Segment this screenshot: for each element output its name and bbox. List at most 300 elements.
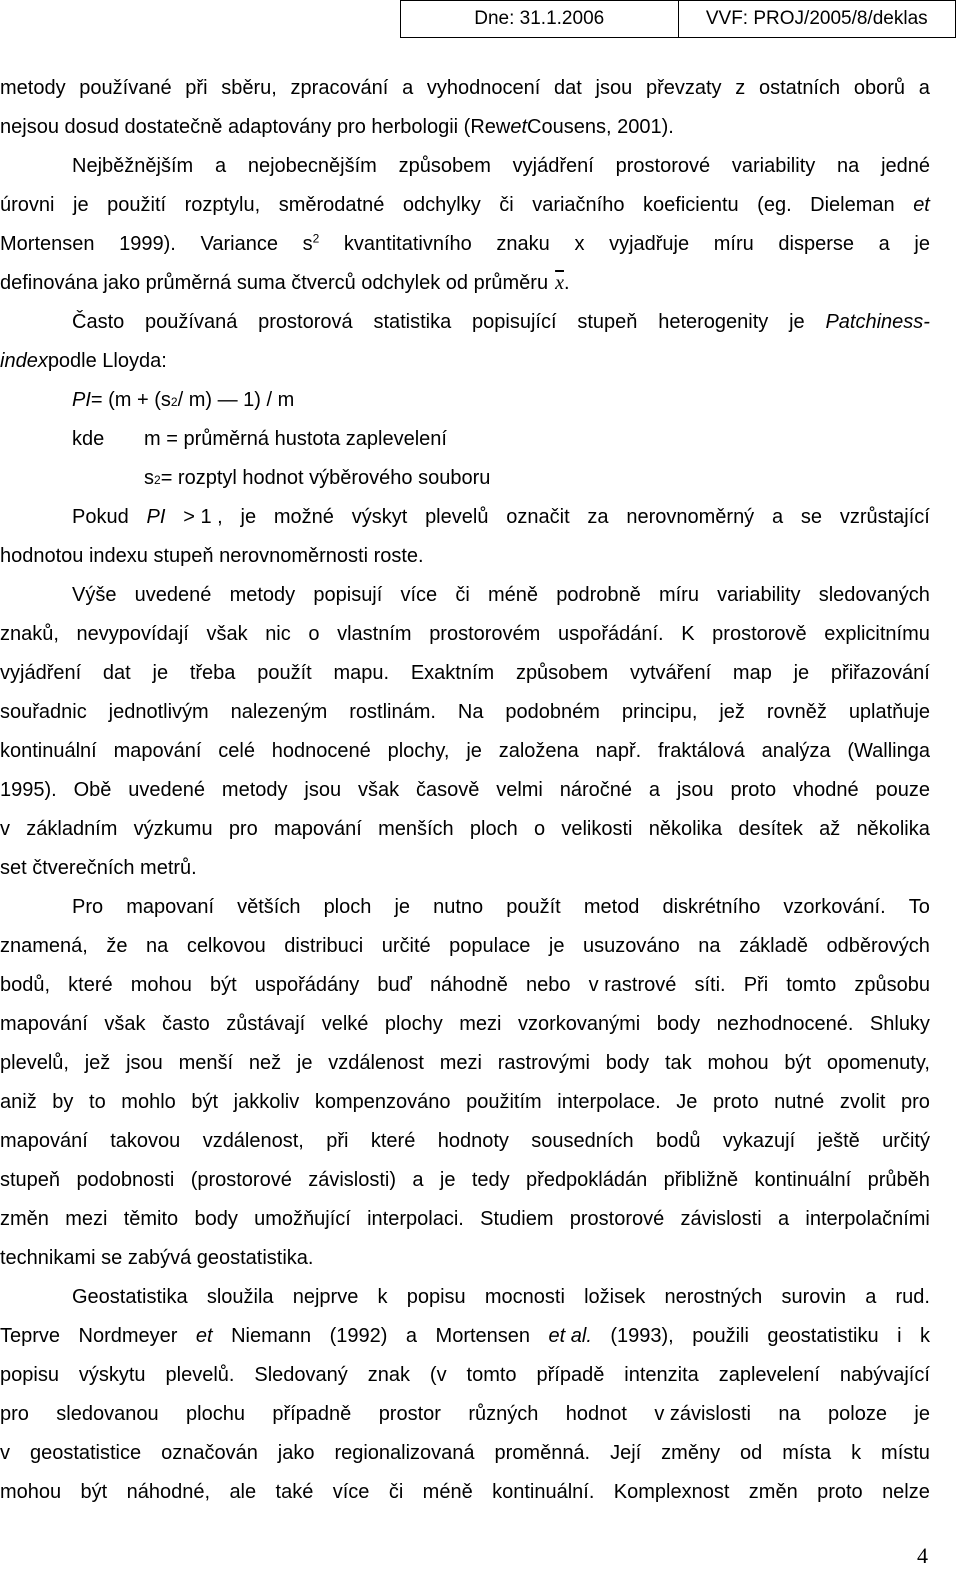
word: ložisek xyxy=(584,1286,646,1308)
text-line xyxy=(0,108,930,147)
text-segment: hodnotou indexu stupeň nerovnoměrnosti roste. xyxy=(0,545,424,567)
word: k xyxy=(377,1286,388,1308)
word: Teprve xyxy=(0,1325,61,1347)
text-line xyxy=(0,1044,930,1083)
word: podrobně xyxy=(556,584,641,606)
word: popisu xyxy=(0,1364,59,1386)
text-line xyxy=(0,576,930,615)
word: proto xyxy=(730,779,777,801)
word: změn xyxy=(748,1481,798,1503)
word: náročné xyxy=(559,779,633,801)
word: mohlo xyxy=(121,1091,176,1113)
word: rud. xyxy=(895,1286,930,1308)
word: mapovaní xyxy=(126,896,215,918)
word: intenzita xyxy=(624,1364,699,1386)
text-segment: Pokud xyxy=(72,506,129,528)
word: použít xyxy=(506,896,561,918)
word: nic xyxy=(265,623,291,645)
word: znamená, xyxy=(0,935,88,957)
word: tak xyxy=(664,1052,692,1074)
definition-line: s 2 = rozptyl hodnot výběrového souboru xyxy=(0,459,930,498)
word: popisují xyxy=(313,584,383,606)
word: ale xyxy=(229,1481,257,1503)
word: a xyxy=(405,1325,418,1347)
word: prostorově xyxy=(712,623,807,645)
word: K xyxy=(681,623,695,645)
text-line xyxy=(0,147,930,186)
word: sledovanou xyxy=(56,1403,159,1425)
word: Mortensen xyxy=(0,233,95,255)
word: rostlinám. xyxy=(349,701,436,723)
word: je xyxy=(296,1052,313,1074)
word: rozptylu, xyxy=(184,194,261,216)
word: rastrovými xyxy=(497,1052,590,1074)
word: buď xyxy=(377,974,412,996)
text-line xyxy=(0,1356,930,1395)
word: jsou xyxy=(126,1052,163,1074)
word: a xyxy=(878,233,890,255)
word: vzorkování. xyxy=(783,896,886,918)
word: vykazují xyxy=(722,1130,796,1152)
word: nejobecnějším xyxy=(247,155,377,177)
document-body xyxy=(0,69,930,1512)
word: místu xyxy=(881,1442,930,1464)
word: plevelů. xyxy=(165,1364,235,1386)
word: plochy, xyxy=(387,740,450,762)
text-segment: definována jako průměrná suma čtverců odchylek od průměru xyxy=(0,272,549,294)
text-segment: Cousens, 2001). xyxy=(527,116,674,138)
word: usuzováno xyxy=(583,935,680,957)
word: nezhodnocené. xyxy=(716,1013,854,1035)
word: a xyxy=(402,77,414,99)
word: celé xyxy=(218,740,255,762)
word: zvolit xyxy=(839,1091,886,1113)
text-line xyxy=(0,1083,930,1122)
word: vzdálenost xyxy=(328,1052,424,1074)
word: o xyxy=(533,818,546,840)
word: koeficientu xyxy=(643,194,739,216)
word: body xyxy=(656,1013,701,1035)
text-line xyxy=(0,1434,930,1473)
italic-term: et xyxy=(510,116,528,138)
word: Je xyxy=(676,1091,698,1113)
text-line xyxy=(0,342,930,381)
word: nelze xyxy=(882,1481,930,1503)
word: pro xyxy=(901,1091,930,1113)
word: přibližně xyxy=(663,1169,739,1191)
word: případě xyxy=(536,1364,605,1386)
word: je xyxy=(73,194,89,216)
text-line xyxy=(0,498,930,537)
word: geostatistiku xyxy=(767,1325,879,1347)
word: interpolace. xyxy=(557,1091,661,1113)
word: dat xyxy=(554,77,582,99)
word: zpracování xyxy=(290,77,389,99)
word: Pro xyxy=(72,896,104,918)
word: prostorová xyxy=(258,311,353,333)
word: plochy xyxy=(384,1013,443,1035)
word: proměnná. xyxy=(494,1442,591,1464)
word: míru xyxy=(658,584,699,606)
word: plevelů, xyxy=(0,1052,69,1074)
word: vhodné xyxy=(792,779,859,801)
word: Při xyxy=(743,974,769,996)
word: mapování xyxy=(113,740,202,762)
word: hodnocené xyxy=(271,740,371,762)
word: které xyxy=(68,974,113,996)
word: podobném xyxy=(505,701,600,723)
page-header xyxy=(400,0,956,38)
mean-symbol: $\overline{x}$ xyxy=(555,272,564,294)
word: interpolaci. xyxy=(367,1208,464,1230)
word: možné xyxy=(273,506,334,528)
formula-line: PI = (m + (s 2 / m) — 1) / m xyxy=(0,381,930,420)
word: jsou xyxy=(304,779,342,801)
word: časově xyxy=(415,779,480,801)
word: mezi xyxy=(65,1208,108,1230)
word: rovněž xyxy=(766,701,827,723)
word: v rastrové xyxy=(588,974,677,996)
word: však xyxy=(357,779,400,801)
word: metody xyxy=(221,779,288,801)
word: Sledovaný xyxy=(254,1364,348,1386)
word: také xyxy=(275,1481,314,1503)
word: Komplexnost xyxy=(613,1481,730,1503)
word: na xyxy=(778,1403,801,1425)
word: na xyxy=(146,935,169,957)
word: použití xyxy=(107,194,167,216)
word: však xyxy=(104,1013,146,1035)
word: sloužila xyxy=(206,1286,274,1308)
word: je xyxy=(789,311,805,333)
formula-pi: PI xyxy=(72,389,91,411)
word: ploch xyxy=(469,818,518,840)
word: metod xyxy=(583,896,640,918)
word: (Wallinga xyxy=(847,740,930,762)
word: uvedené xyxy=(128,779,206,801)
word: jako xyxy=(277,1442,315,1464)
word: prostorové xyxy=(615,155,711,177)
word: či xyxy=(388,1481,404,1503)
text-line xyxy=(0,732,930,771)
text-segment: technikami se zabývá geostatistika. xyxy=(0,1247,314,1269)
word: však xyxy=(206,623,248,645)
italic-term: et xyxy=(195,1325,213,1347)
word: vzrůstající xyxy=(839,506,930,528)
text-line xyxy=(0,264,930,303)
word: náhodně xyxy=(430,974,508,996)
word: použít xyxy=(257,662,312,684)
word: na xyxy=(837,155,860,177)
word: metody xyxy=(0,77,66,99)
word: (prostorové xyxy=(190,1169,292,1191)
word: dat xyxy=(102,662,131,684)
word: mohou xyxy=(707,1052,769,1074)
word: základním xyxy=(26,818,118,840)
word: popisující xyxy=(472,311,557,333)
word: Variance xyxy=(200,233,278,255)
word: mocnosti xyxy=(484,1286,565,1308)
word: disperse xyxy=(778,233,855,255)
word: než xyxy=(248,1052,282,1074)
word: Geostatistika xyxy=(72,1286,188,1308)
word: Na xyxy=(457,701,484,723)
definition-line xyxy=(0,420,930,459)
word: mapování xyxy=(0,1130,88,1152)
word: map xyxy=(732,662,772,684)
text-line xyxy=(0,693,930,732)
text-line xyxy=(0,849,930,888)
word: x xyxy=(574,233,585,255)
word: velikosti xyxy=(561,818,633,840)
word: způsobem xyxy=(515,662,609,684)
word: náhodné, xyxy=(126,1481,211,1503)
word: menší xyxy=(178,1052,234,1074)
word: body xyxy=(194,1208,238,1230)
word: v závislosti xyxy=(654,1403,752,1425)
word: ostatních xyxy=(758,77,841,99)
word: odchylky xyxy=(402,194,481,216)
word: být xyxy=(784,1052,812,1074)
word: uspořádání. xyxy=(557,623,664,645)
word: při xyxy=(185,77,208,99)
word: (eg. xyxy=(757,194,792,216)
word: mapování xyxy=(0,1013,88,1035)
word: způsobu xyxy=(854,974,930,996)
word: Mortensen xyxy=(435,1325,531,1347)
word: uvedené xyxy=(134,584,212,606)
word: a xyxy=(412,1169,424,1191)
word: být xyxy=(191,1091,219,1113)
word: regionalizovaná xyxy=(334,1442,475,1464)
word: prostorové xyxy=(569,1208,665,1230)
word: větších xyxy=(237,896,301,918)
word: vyjádření xyxy=(0,662,82,684)
word: bodů xyxy=(655,1130,701,1152)
word: proto xyxy=(712,1091,759,1113)
word: méně xyxy=(488,584,539,606)
text-line xyxy=(0,1005,930,1044)
word: stupeň xyxy=(577,311,638,333)
word: místa xyxy=(782,1442,832,1464)
word: Obě xyxy=(73,779,112,801)
word: určité xyxy=(381,935,431,957)
word: odběrových xyxy=(826,935,930,957)
word: závislosti) xyxy=(308,1169,397,1191)
word: Niemann xyxy=(231,1325,312,1347)
word: vzdálenost, xyxy=(202,1130,304,1152)
word: je xyxy=(914,1403,930,1425)
word: znaku xyxy=(496,233,550,255)
word: i xyxy=(897,1325,902,1347)
word: kvantitativního xyxy=(343,233,472,255)
word: označit xyxy=(506,506,570,528)
word: určitý xyxy=(882,1130,930,1152)
word: nerostných xyxy=(664,1286,763,1308)
word: je xyxy=(152,662,169,684)
word: opomenuty, xyxy=(826,1052,930,1074)
text-line xyxy=(0,888,930,927)
word: jednotlivým xyxy=(108,701,209,723)
word: bodů, xyxy=(0,974,51,996)
word: či xyxy=(499,194,514,216)
word: směrodatné xyxy=(278,194,385,216)
formula-part: / m) — 1) / m xyxy=(177,389,295,411)
word: a xyxy=(865,1286,877,1308)
word: používané xyxy=(79,77,172,99)
word: nebo xyxy=(525,974,571,996)
word: prostor xyxy=(378,1403,441,1425)
word: více xyxy=(332,1481,370,1503)
word: několika xyxy=(648,818,723,840)
text-line xyxy=(0,186,930,225)
word: nutno xyxy=(433,896,484,918)
word: vytváření xyxy=(629,662,712,684)
text-line xyxy=(0,537,930,576)
word: Studiem xyxy=(480,1208,554,1230)
word: např. xyxy=(595,740,642,762)
word: průběh xyxy=(867,1169,930,1191)
word: jež xyxy=(84,1052,111,1074)
formula-part: = (m + (s xyxy=(90,389,171,411)
word: heterogenity xyxy=(658,311,769,333)
header-reference: VVF: PROJ/2005/8/deklas xyxy=(678,1,956,37)
word: mohou xyxy=(0,1481,62,1503)
word: míru xyxy=(713,233,754,255)
word: různých xyxy=(468,1403,539,1425)
text-line xyxy=(0,654,930,693)
word: to xyxy=(89,1091,106,1113)
text-line xyxy=(0,1161,930,1200)
word: z xyxy=(735,77,746,99)
word: kontinuální xyxy=(754,1169,852,1191)
word: označován xyxy=(161,1442,258,1464)
text-line xyxy=(0,1473,930,1512)
italic-term: index xyxy=(0,350,48,372)
text-segment: . xyxy=(563,272,570,294)
word: zůstávají xyxy=(226,1013,306,1035)
word: sběru, xyxy=(221,77,277,99)
word: ploch xyxy=(323,896,372,918)
text-line xyxy=(0,225,930,264)
word: za xyxy=(587,506,609,528)
text-line xyxy=(0,303,930,342)
word: je xyxy=(914,233,930,255)
text-line xyxy=(0,1317,930,1356)
word: jakkoliv xyxy=(233,1091,300,1113)
word: plochu xyxy=(186,1403,245,1425)
word: nevypovídají xyxy=(76,623,189,645)
word: pro xyxy=(228,818,258,840)
word: velmi xyxy=(496,779,543,801)
italic-term: Patchiness- xyxy=(825,311,930,333)
word: kontinuální xyxy=(0,740,97,762)
word: výskyt xyxy=(351,506,408,528)
word: (1993), xyxy=(610,1325,674,1347)
word: aniž xyxy=(0,1091,37,1113)
word: nejprve xyxy=(292,1286,359,1308)
header-date: Dne: 31.1.2006 xyxy=(474,8,605,29)
word: metody xyxy=(229,584,296,606)
word: je xyxy=(394,896,411,918)
word: mapování xyxy=(273,818,362,840)
word: vyjadřuje xyxy=(609,233,690,255)
word: Dieleman xyxy=(810,194,895,216)
word: Často xyxy=(72,311,125,333)
word: je xyxy=(240,506,257,528)
word: explicitnímu xyxy=(824,623,930,645)
word: způsobem xyxy=(398,155,491,177)
word: použili xyxy=(692,1325,749,1347)
text-line xyxy=(0,69,930,108)
word: interpolačními xyxy=(805,1208,930,1230)
word: založena xyxy=(498,740,579,762)
word: plevelů xyxy=(425,506,489,528)
word: To xyxy=(908,896,930,918)
word: vyhodnocení xyxy=(426,77,541,99)
word: třeba xyxy=(189,662,236,684)
word: uspořádány xyxy=(254,974,360,996)
word: často xyxy=(161,1013,210,1035)
word: desítek xyxy=(738,818,803,840)
variance-symbol: $s^2$ xyxy=(302,231,320,255)
word: souřadnic xyxy=(0,701,87,723)
word: (v xyxy=(429,1364,447,1386)
text-line xyxy=(0,966,930,1005)
word: či xyxy=(455,584,470,606)
text-segment: set čtverečních metrů. xyxy=(0,857,197,879)
word: mezi xyxy=(459,1013,502,1035)
word: diskrétního xyxy=(662,896,761,918)
word: mohou xyxy=(130,974,192,996)
word: více xyxy=(400,584,438,606)
word: mezi xyxy=(439,1052,482,1074)
word: (1992) xyxy=(329,1325,388,1347)
word: principu, xyxy=(621,701,698,723)
text-segment: nejsou dosud dostatečně adaptovány pro herbologii (Rew xyxy=(0,116,511,138)
word: v xyxy=(0,818,10,840)
word: až xyxy=(819,818,841,840)
word: nutné xyxy=(774,1091,825,1113)
word: změn xyxy=(0,1208,49,1230)
word: je xyxy=(548,935,565,957)
word: nabývající xyxy=(839,1364,930,1386)
word: popisu xyxy=(406,1286,466,1308)
word: znaků, xyxy=(0,623,59,645)
word: úrovni xyxy=(0,194,55,216)
word: od xyxy=(740,1442,763,1464)
text-line xyxy=(0,615,930,654)
word: > 1 , xyxy=(183,506,223,528)
word: 1995). xyxy=(0,779,57,801)
word: mapu. xyxy=(333,662,390,684)
word: hodnoty xyxy=(437,1130,509,1152)
text-line xyxy=(0,1278,930,1317)
text-segment: podle Lloyda: xyxy=(47,350,167,372)
word: a xyxy=(648,779,661,801)
word: k xyxy=(851,1442,862,1464)
word: by xyxy=(52,1091,74,1113)
word: kompenzováno xyxy=(314,1091,451,1113)
word: sledovaných xyxy=(818,584,930,606)
word: nerovnoměrný xyxy=(626,506,755,528)
word: 1999). xyxy=(119,233,176,255)
word: a xyxy=(777,1208,790,1230)
italic-term: et al. xyxy=(548,1325,592,1347)
word: je xyxy=(793,662,810,684)
kde-label: kde xyxy=(72,428,105,450)
italic-term: et xyxy=(913,194,930,216)
